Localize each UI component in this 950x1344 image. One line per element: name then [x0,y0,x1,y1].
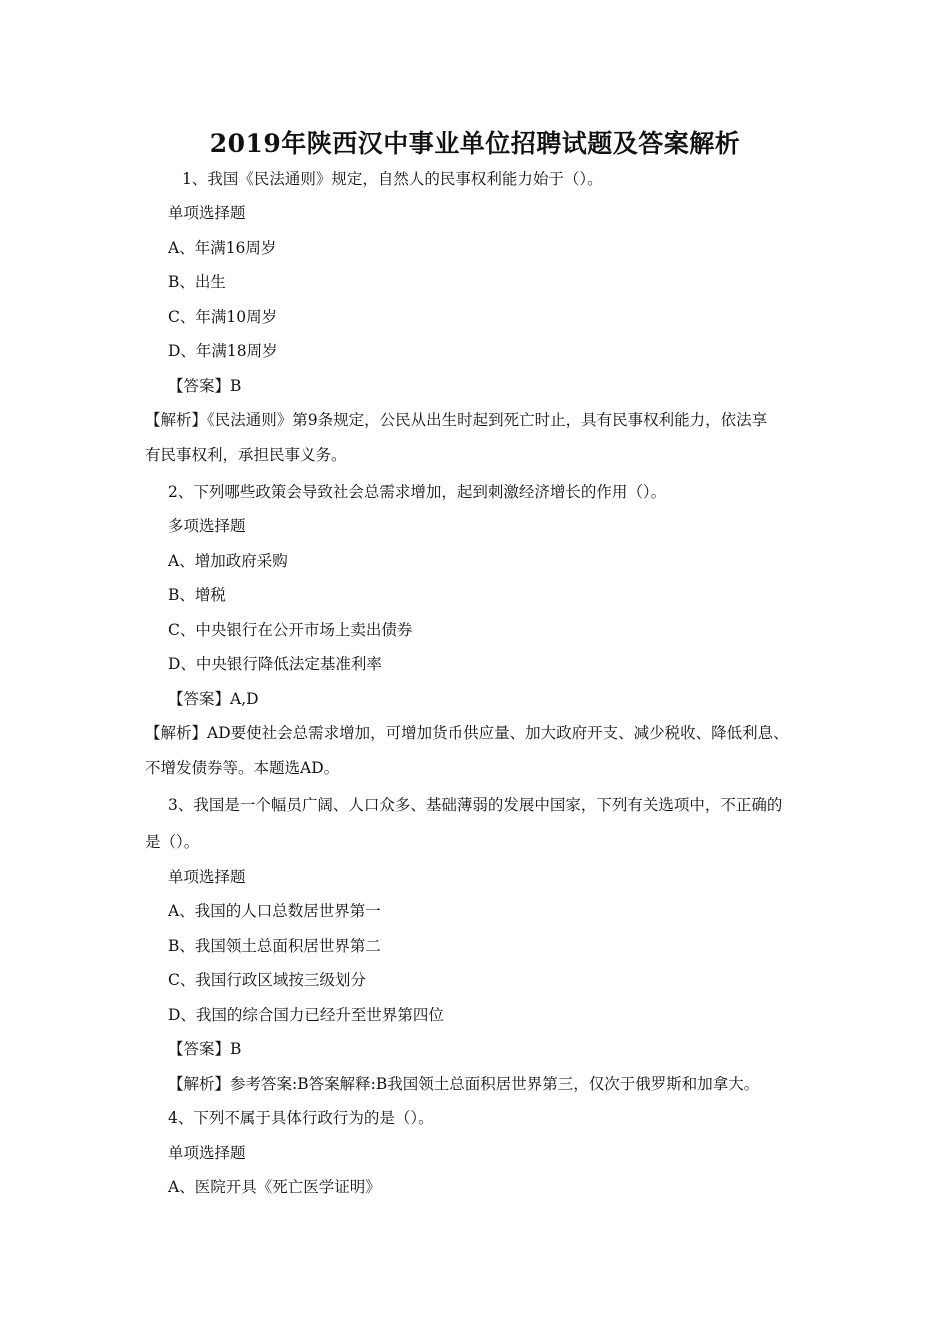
document-title: 2019年陕西汉中事业单位招聘试题及答案解析 [209,129,741,158]
question-2-option-c: C、中央银行在公开市场上卖出债券 [168,621,413,639]
question-1-stem: 1、我国《民法通则》规定，自然人的民事权利能力始于（）。 [182,170,603,188]
question-2-option-d: D、中央银行降低法定基准利率 [168,655,382,673]
question-3-type: 单项选择题 [168,868,246,886]
question-3-option-a: A、我国的人口总数居世界第一 [168,902,381,920]
question-1-analysis-line-1: 【解析】《民法通则》第9条规定，公民从出生时起到死亡时止，具有民事权利能力，依法享 [145,411,768,429]
question-3-option-b: B、我国领土总面积居世界第二 [168,937,381,955]
question-2-stem: 2、下列哪些政策会导致社会总需求增加，起到刺激经济增长的作用（）。 [168,483,667,501]
question-2-analysis-line-1: 【解析】AD要使社会总需求增加，可增加货币供应量、加大政府开支、减少税收、降低利息、 [145,724,789,742]
question-1-option-d: D、年满18周岁 [168,342,278,360]
question-1-answer: 【答案】B [168,377,242,395]
question-2-option-b: B、增税 [168,586,226,604]
question-3-analysis-line-1: 【解析】参考答案:B答案解释:B我国领土总面积居世界第三，仅次于俄罗斯和加拿大。 [168,1075,760,1093]
question-3-stem-line-1: 3、我国是一个幅员广阔、人口众多、基础薄弱的发展中国家，下列有关选项中，不正确的 [168,796,783,814]
question-2-option-a: A、增加政府采购 [168,552,288,570]
question-3-stem-line-2: 是（）。 [145,833,200,851]
question-3-answer: 【答案】B [168,1040,242,1058]
question-4-stem: 4、下列不属于具体行政行为的是（）。 [168,1109,434,1127]
question-3-option-c: C、我国行政区域按三级划分 [168,971,366,989]
question-2-answer: 【答案】A,D [168,690,259,708]
question-1-option-a: A、年满16周岁 [168,239,277,257]
question-1-option-b: B、出生 [168,273,226,291]
question-4-option-a: A、医院开具《死亡医学证明》 [168,1178,381,1196]
question-1-type: 单项选择题 [168,204,246,222]
question-2-type: 多项选择题 [168,517,246,535]
question-1-option-c: C、年满10周岁 [168,308,278,326]
question-1-analysis-line-2: 有民事权利，承担民事义务。 [145,446,347,464]
question-3-option-d: D、我国的综合国力已经升至世界第四位 [168,1006,444,1024]
question-4-type: 单项选择题 [168,1144,246,1162]
question-2-analysis-line-2: 不增发债券等。本题选AD。 [145,759,340,777]
